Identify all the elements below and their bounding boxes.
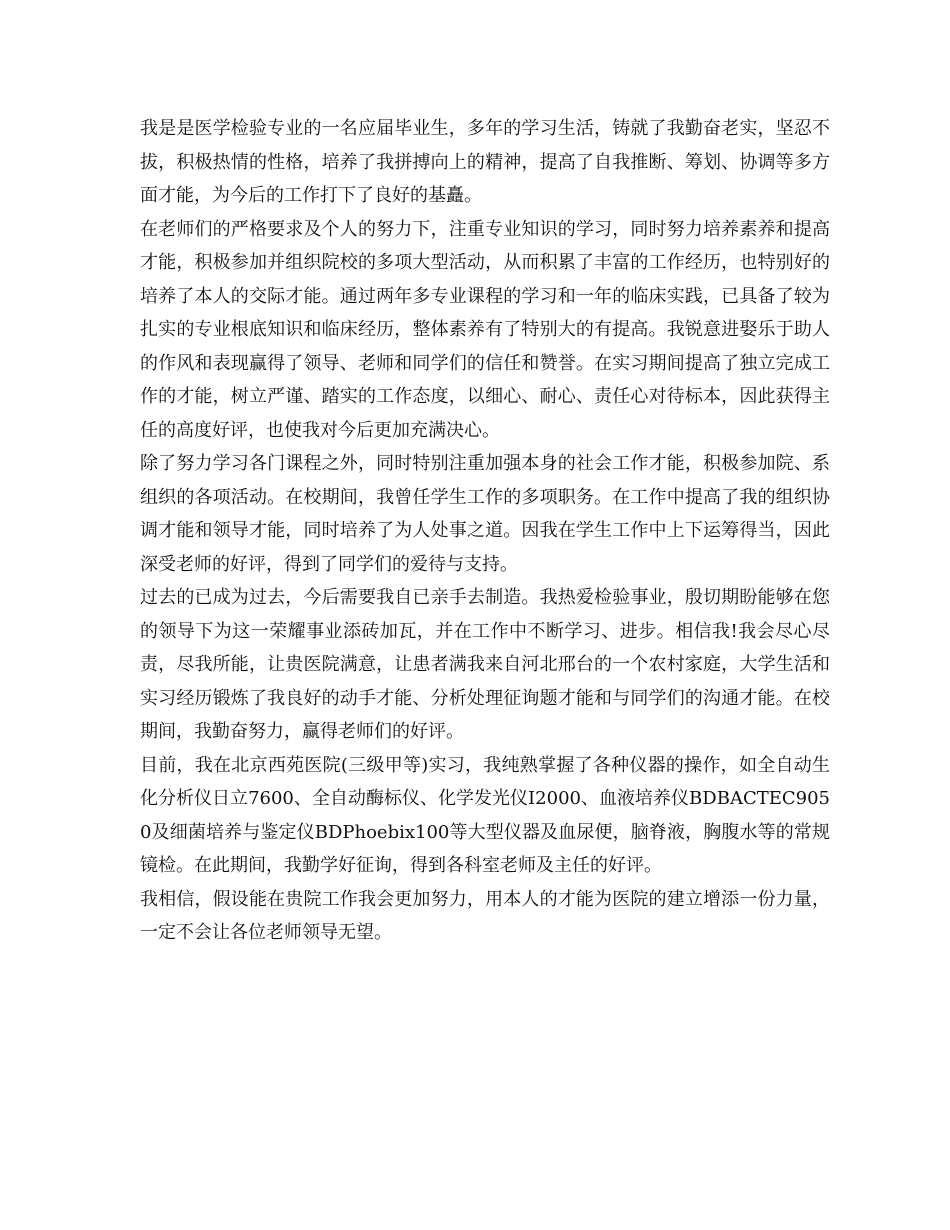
document-body (140, 112, 830, 950)
paragraph-2: 在老师们的严格要求及个人的努力下，注重专业知识的学习，同时努力培养素养和提高才能，积极参加并组织院校的多项大型活动，从而积累了丰富的工作经历，也特别好的培养了本人的交际才能。通过两年多专业课程的学习和一年的临床实践，已具备了较为扎实的专业根底知识和临床经历，整体素养有了特别大的有提高。我锐意进娶乐于助人的作风和表现赢得了领导、老师和同学们的信任和赞誉。在实习期间提高了独立完成工作的才能，树立严谨、踏实的工作态度，以细心、耐心、责任心对待标本，因此获得主任的高度好评，也使我对今后更加充满决心。 (140, 218, 830, 441)
paragraph-4: 过去的已成为过去，今后需要我自已亲手去制造。我热爱检验事业，殷切期盼能够在您的领导下为这一荣耀事业添砖加瓦，并在工作中不断学习、进步。相信我!我会尽心尽责，尽我所能，让贵医院满意，让患者满我来自河北邢台的一个农村家庭，大学生活和实习经历锻炼了我良好的动手才能、分析处理征询题才能和与同学们的沟通才能。在校期间，我勤奋努力，赢得老师们的好评。 (140, 587, 830, 742)
paragraph-3: 除了努力学习各门课程之外，同时特别注重加强本身的社会工作才能，积极参加院、系组织的各项活动。在校期间，我曾任学生工作的多项职务。在工作中提高了我的组织协调才能和领导才能，同时培养了为人处事之道。因我在学生工作中上下运筹得当，因此深受老师的好评，得到了同学们的爱待与支持。 (140, 453, 830, 575)
paragraph-6: 我相信，假设能在贵院工作我会更加努力，用本人的才能为医院的建立增添一份力量，一定不会让各位老师领导无望。 (140, 888, 830, 943)
paragraph-5: 目前，我在北京西苑医院(三级甲等)实习，我纯熟掌握了各种仪器的操作，如全自动生化分析仪日立7600、全自动酶标仪、化学发光仪I2000、血液培养仪BDBACTEC9050及细菌培养与鉴定仪BDPhoebix100等大型仪器及血尿便，脑脊液，胸腹水等的常规镜检。在此期间，我勤学好征询，得到各科室老师及主任的好评。 (140, 754, 830, 876)
paragraph-1: 我是是医学检验专业的一名应届毕业生，多年的学习生活，铸就了我勤奋老实，坚忍不拔，积极热情的性格，培养了我拼搏向上的精神，提高了自我推断、筹划、协调等多方面才能，为今后的工作打下了良好的基矗。 (140, 118, 830, 206)
